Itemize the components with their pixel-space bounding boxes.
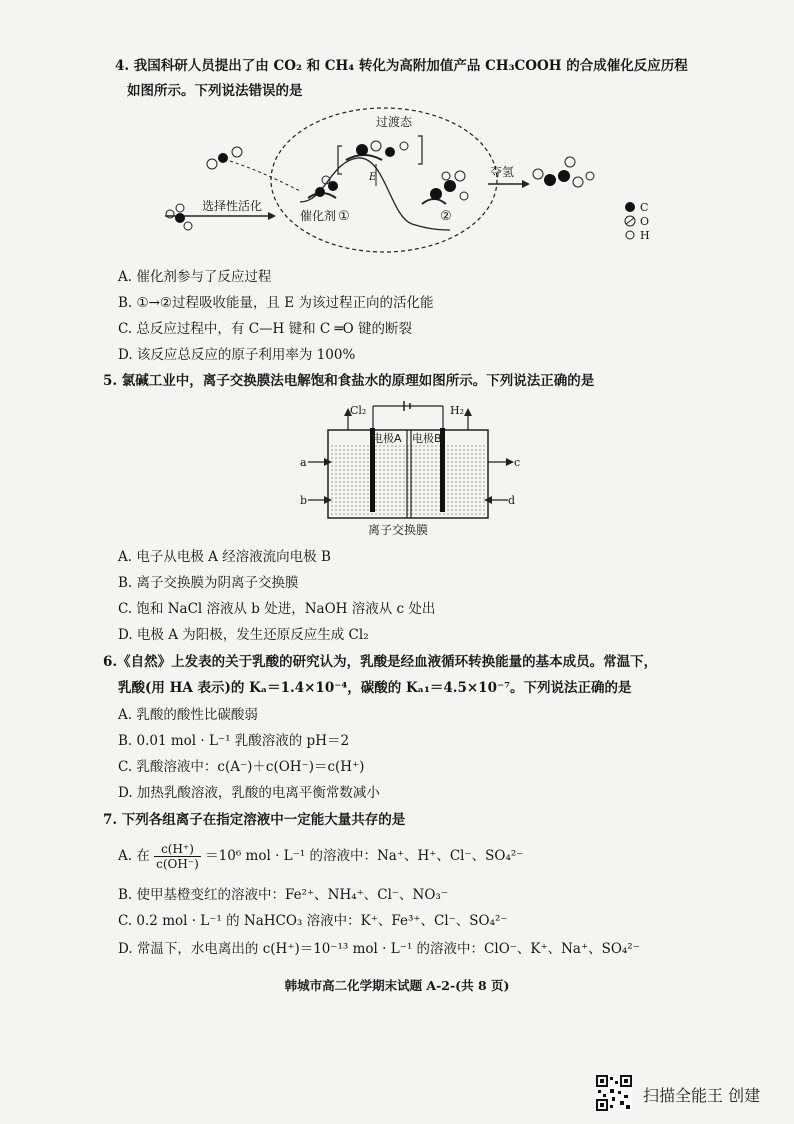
legend-oxygen: O	[640, 215, 650, 228]
label-electrode-a: 电极A	[372, 432, 402, 445]
q7-option-c: C. 0.2 mol · L⁻¹ 的 NaHCO₃ 溶液中：K⁺、Fe³⁺、Cl⁻、SO₄²⁻	[118, 913, 508, 929]
page-footer: 韩城市高二化学期末试题 A-2-(共 8 页)	[284, 978, 510, 993]
q6-option-a: A. 乳酸的酸性比碳酸弱	[118, 707, 258, 723]
q5-option-d: D. 电极 A 为阳极，发生还原反应生成 Cl₂	[118, 627, 369, 643]
q5-stem: 5. 氯碱工业中，离子交换膜法电解饱和食盐水的原理如图所示。下列说法正确的是	[103, 373, 595, 389]
label-activation: 选择性活化	[202, 199, 263, 213]
mark-step-2: ②	[440, 209, 452, 224]
q7-option-a-suffix: ＝10⁶ mol · L⁻¹ 的溶液中：Na⁺、H⁺、Cl⁻、SO₄²⁻	[205, 848, 524, 864]
label-h2: H₂	[450, 404, 465, 417]
label-dehydrogen: 夺氢	[490, 165, 515, 179]
q7-option-d: D. 常温下，水电离出的 c(H⁺)＝10⁻¹³ mol · L⁻¹ 的溶液中：ClO⁻、K⁺、Na⁺、SO₄²⁻	[118, 941, 640, 957]
q4-stem-line2: 如图所示。下列说法错误的是	[127, 83, 303, 99]
q4-option-c: C. 总反应过程中，有 C—H 键和 C ═O 键的断裂	[118, 321, 413, 337]
label-catalyst: 催化剂	[300, 209, 337, 223]
ratio-denominator: c(OH⁻)	[156, 857, 199, 871]
label-activation-energy: E	[369, 172, 377, 183]
qr-code-icon	[596, 1075, 632, 1111]
q7-option-a	[118, 842, 523, 871]
q4-option-b: B. ①→②过程吸收能量，且 E 为该过程正向的活化能	[118, 295, 434, 311]
q4-reaction-diagram	[150, 106, 670, 256]
label-port-b: b	[300, 494, 308, 507]
mark-step-1: ①	[338, 209, 350, 224]
q5-option-c: C. 饱和 NaCl 溶液从 b 处进，NaOH 溶液从 c 处出	[118, 601, 436, 617]
q6-option-b: B. 0.01 mol · L⁻¹ 乳酸溶液的 pH＝2	[118, 733, 350, 749]
hydrogen-hydroxide-ratio	[154, 842, 201, 871]
legend-hydrogen: H	[640, 229, 650, 242]
q7-stem: 7. 下列各组离子在指定溶液中一定能大量共存的是	[103, 812, 406, 828]
q5-option-a: A. 电子从电极 A 经溶液流向电极 B	[118, 549, 331, 565]
q6-option-c: C. 乳酸溶液中：c(A⁻)＋c(OH⁻)＝c(H⁺)	[118, 759, 365, 775]
q6-option-d: D. 加热乳酸溶液，乳酸的电离平衡常数减小	[118, 785, 380, 801]
scanner-watermark: 扫描全能王 创建	[643, 1086, 761, 1105]
legend-carbon: C	[640, 201, 649, 214]
q4-option-a: A. 催化剂参与了反应过程	[118, 269, 272, 285]
q4-stem-line1: 4. 我国科研人员提出了由 CO₂ 和 CH₄ 转化为高附加值产品 CH₃COOH 的合成催化反应历程	[115, 58, 688, 74]
q7-option-a-prefix: A. 在	[118, 848, 150, 864]
label-membrane: 离子交换膜	[368, 523, 429, 537]
label-transition: 过渡态	[376, 115, 413, 129]
q5-option-b: B. 离子交换膜为阴离子交换膜	[118, 575, 299, 591]
q5-electrolysis-cell	[298, 400, 520, 540]
ratio-numerator: c(H⁺)	[154, 842, 201, 857]
label-port-a: a	[300, 456, 307, 469]
label-cl2: Cl₂	[350, 404, 367, 417]
label-port-c: c	[514, 456, 520, 469]
q6-stem-line1: 6.《自然》上发表的关于乳酸的研究认为，乳酸是经血液循环转换能量的基本成员。常温下，	[103, 654, 658, 670]
q7-option-b: B. 使甲基橙变红的溶液中：Fe²⁺、NH₄⁺、Cl⁻、NO₃⁻	[118, 887, 448, 903]
q6-stem-line2: 乳酸(用 HA 表示)的 Kₐ＝1.4×10⁻⁴，碳酸的 Kₐ₁＝4.5×10⁻⁷。下列说法正确的是	[118, 680, 632, 696]
q4-option-d: D. 该反应总反应的原子利用率为 100%	[118, 347, 356, 363]
label-port-d: d	[508, 494, 516, 507]
label-electrode-b: 电极B	[412, 432, 442, 445]
